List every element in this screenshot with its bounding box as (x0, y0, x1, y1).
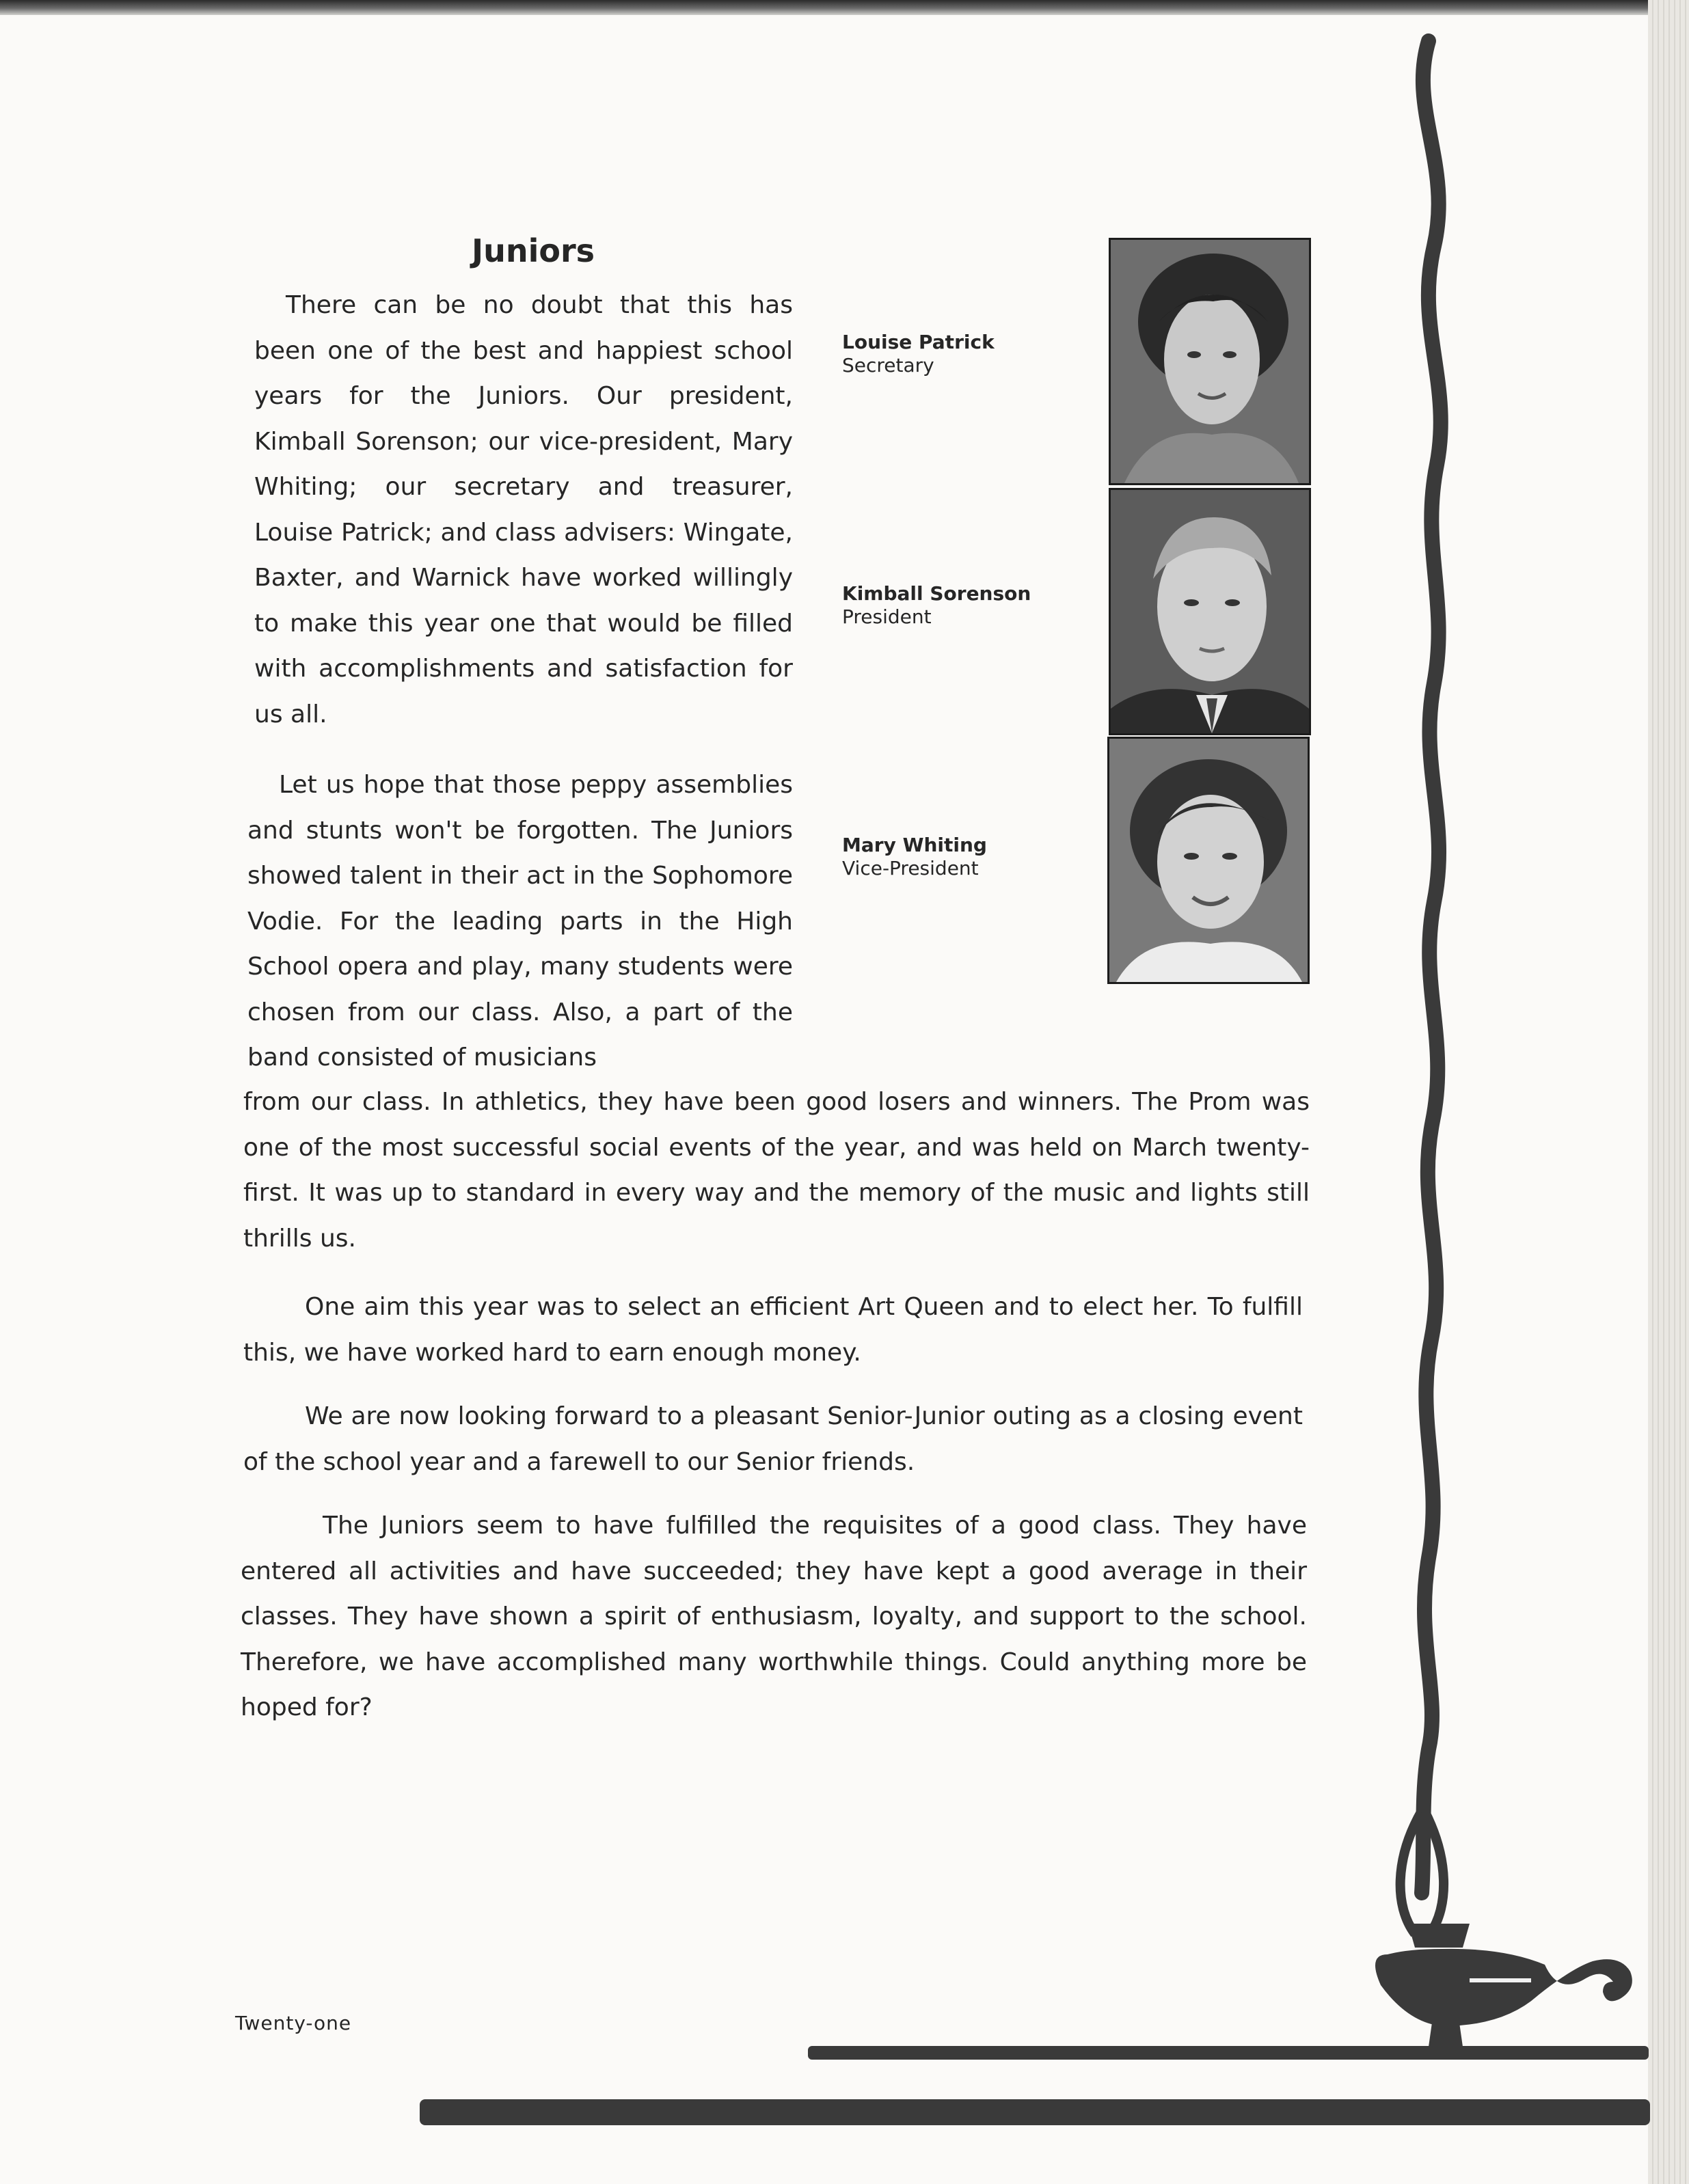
officer-role: President (842, 605, 932, 628)
officer-role: Secretary (842, 354, 934, 377)
page-title: Juniors (471, 232, 595, 269)
paragraph-3: from our class. In athletics, they have been good losers and winners. The Prom was one of the most successful social events of the year, and was held on March twenty-first. It was up to standard in every way and the memory of the music and lights still thrills us. (243, 1088, 1310, 1253)
officer-role: Vice-President (842, 857, 979, 879)
page-number: Twenty-one (235, 2012, 352, 2034)
horizontal-bar-upper (808, 2046, 1649, 2060)
officer-name: Kimball Sorenson (842, 582, 1031, 605)
paragraph-6: The Juniors seem to have fulfilled the requisites of a good class. They have entered all activities and have succeeded; they have kept a good average in their classes. They have shown a spirit of enthusiasm, loyalty, and support to the school. Therefore, we have accomplished many worthwhile things. Could anything more be hoped for? (241, 1512, 1307, 1721)
officer-name: Louise Patrick (842, 331, 995, 353)
horizontal-bar-lower (420, 2099, 1650, 2125)
paragraph-5: We are now looking forward to a pleasant Senior-Junior outing as a closing event of the school year and a farewell to our Senior friends. (243, 1402, 1303, 1476)
paragraph-1: There can be no doubt that this has been one of the best and happiest school years for the Juniors. Our president, Kimball Sorenson; our vice-president, Mary Whiting; our secretary and treasurer, Louise Patrick; and class advisers: Wingate, Baxter, and Warnick have worked willingly to make this year one that would be filled with accomplishments and satisfaction for us all. (254, 291, 793, 728)
wavy-line-decoration (1422, 41, 1441, 1893)
paragraph-2: Let us hope that those peppy assemblies and stunts won't be forgotten. The Juniors showed talent in their act in the Sophomore Vodie. For the leading parts in the High School opera and play, many students were chosen from our class. Also, a part of the band consisted of musicians (247, 771, 793, 1071)
paragraph-4: One aim this year was to select an efficient Art Queen and to elect her. To fulfill this, we have worked hard to earn enough money. (243, 1293, 1303, 1367)
officer-name: Mary Whiting (842, 834, 987, 856)
oil-lamp-icon (1375, 1924, 1632, 2055)
